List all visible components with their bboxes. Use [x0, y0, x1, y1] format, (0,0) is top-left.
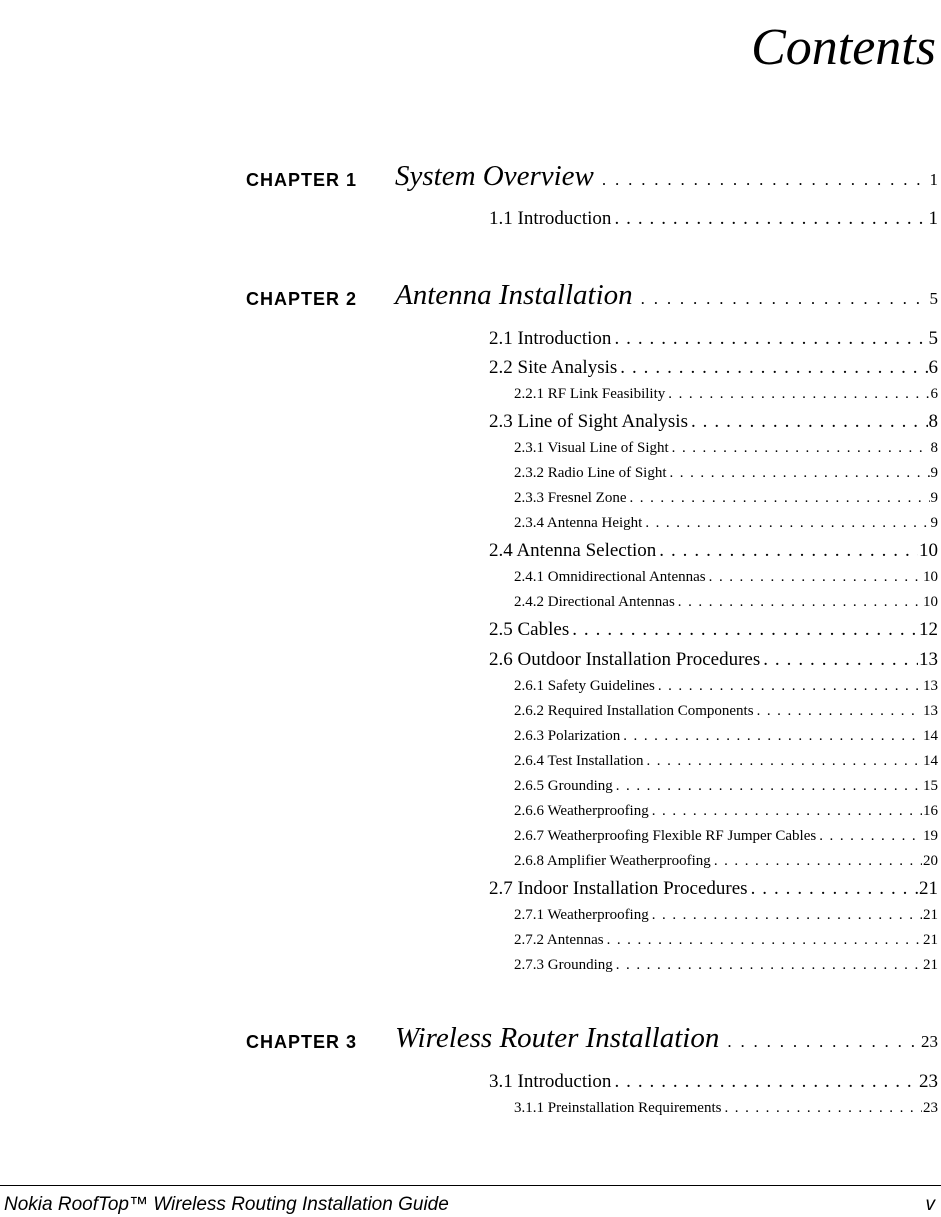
toc-subsection-title[interactable]: 2.6.5 Grounding — [514, 778, 613, 794]
toc-subsection[interactable] — [514, 853, 938, 870]
page-number: 15 — [923, 778, 938, 794]
dot-leader — [620, 357, 927, 379]
page-number: 5 — [928, 328, 938, 349]
chapter-heading[interactable] — [395, 160, 938, 193]
chapter-heading[interactable] — [395, 1022, 938, 1055]
page-title: Contents — [751, 19, 936, 76]
dot-leader — [672, 440, 930, 457]
toc-subsection[interactable] — [514, 957, 938, 974]
dot-leader — [652, 803, 922, 820]
toc-subsection[interactable] — [514, 907, 938, 924]
toc-subsection[interactable] — [514, 440, 938, 457]
toc-section[interactable] — [489, 1071, 938, 1093]
toc-subsection[interactable] — [514, 678, 938, 695]
chapter-label: CHAPTER 2 — [246, 289, 358, 309]
toc-subsection[interactable] — [514, 728, 938, 745]
page-number: 13 — [919, 649, 938, 670]
page-number: 8 — [928, 411, 938, 432]
dot-leader — [757, 703, 922, 720]
toc-subsection[interactable] — [514, 515, 938, 532]
toc-subsection[interactable] — [514, 386, 938, 403]
dot-leader — [616, 778, 922, 795]
toc-subsection[interactable] — [514, 932, 938, 949]
page-number: 6 — [928, 357, 938, 378]
toc-section[interactable] — [489, 208, 938, 230]
footer-rule — [0, 1185, 941, 1186]
toc-subsection-title[interactable]: 2.6.8 Amplifier Weatherproofing — [514, 853, 711, 869]
toc-subsection-title[interactable]: 2.3.3 Fresnel Zone — [514, 490, 627, 506]
toc-section-title[interactable]: 2.4 Antenna Selection — [489, 540, 657, 561]
toc-section-title[interactable]: 3.1 Introduction — [489, 1071, 612, 1092]
dot-leader — [714, 853, 922, 870]
page-number: 1 — [928, 208, 938, 229]
chapter-title[interactable]: System Overview — [395, 160, 594, 192]
toc-section[interactable] — [489, 540, 938, 562]
page-number: 16 — [923, 803, 938, 819]
dot-leader — [691, 411, 928, 433]
page-number: 14 — [923, 753, 938, 769]
toc-subsection[interactable] — [514, 703, 938, 720]
toc-subsection[interactable] — [514, 569, 938, 586]
page-number: 21 — [923, 957, 938, 973]
toc-subsection-title[interactable]: 2.3.1 Visual Line of Sight — [514, 440, 669, 456]
toc-section[interactable] — [489, 357, 938, 379]
page-number: 12 — [919, 619, 938, 640]
page-number: 1 — [929, 170, 938, 189]
page-number: 20 — [923, 853, 938, 869]
page-number: 9 — [930, 515, 938, 531]
chapter-label: CHAPTER 3 — [246, 1032, 358, 1052]
toc-subsection-title[interactable]: 2.6.7 Weatherproofing Flexible RF Jumper Cables — [514, 828, 817, 844]
toc-subsection-title[interactable]: 2.6.1 Safety Guidelines — [514, 678, 655, 694]
page-number: 19 — [923, 828, 938, 844]
dot-leader — [727, 1032, 919, 1052]
toc-subsection[interactable] — [514, 1100, 938, 1117]
toc-subsection-title[interactable]: 2.6.2 Required Installation Components — [514, 703, 754, 719]
page-number: 23 — [919, 1071, 938, 1092]
toc-subsection[interactable] — [514, 594, 938, 611]
dot-leader — [670, 465, 930, 482]
toc-subsection-title[interactable]: 2.2.1 RF Link Feasibility — [514, 386, 666, 402]
toc-section[interactable] — [489, 619, 938, 641]
footer-page-number: v — [925, 1194, 935, 1215]
dot-leader — [629, 490, 929, 507]
toc-subsection-title[interactable]: 2.6.3 Polarization — [514, 728, 621, 744]
toc-subsection-title[interactable]: 2.4.2 Directional Antennas — [514, 594, 675, 610]
toc-subsection[interactable] — [514, 828, 938, 845]
page-number: 8 — [930, 440, 938, 456]
toc-subsection-title[interactable]: 2.7.1 Weatherproofing — [514, 907, 649, 923]
dot-leader — [751, 878, 918, 900]
toc-subsection-title[interactable]: 2.6.4 Test Installation — [514, 753, 644, 769]
toc-subsection[interactable] — [514, 803, 938, 820]
toc-subsection-title[interactable]: 3.1.1 Preinstallation Requirements — [514, 1100, 722, 1116]
toc-section-title[interactable]: 2.6 Outdoor Installation Procedures — [489, 649, 761, 670]
page-number: 21 — [923, 907, 938, 923]
toc-subsection-title[interactable]: 2.7.3 Grounding — [514, 957, 613, 973]
toc-subsection-title[interactable]: 2.4.1 Omnidirectional Antennas — [514, 569, 706, 585]
toc-subsection[interactable] — [514, 753, 938, 770]
chapter-title[interactable]: Wireless Router Installation — [395, 1022, 720, 1054]
toc-section[interactable] — [489, 649, 938, 671]
dot-leader — [607, 932, 922, 949]
dot-leader — [572, 619, 918, 641]
toc-subsection-title[interactable]: 2.7.2 Antennas — [514, 932, 604, 948]
toc-subsection[interactable] — [514, 778, 938, 795]
dot-leader — [602, 170, 928, 190]
toc-section-title[interactable]: 2.3 Line of Sight Analysis — [489, 411, 688, 432]
page-number: 9 — [930, 490, 938, 506]
page-number: 13 — [923, 703, 938, 719]
toc-subsection[interactable] — [514, 490, 938, 507]
page-number: 5 — [929, 289, 938, 308]
toc-section[interactable] — [489, 878, 938, 900]
dot-leader — [623, 728, 922, 745]
page-number: 6 — [930, 386, 938, 402]
toc-section-title[interactable]: 2.1 Introduction — [489, 328, 612, 349]
chapter-label: CHAPTER 1 — [246, 170, 358, 190]
dot-leader — [645, 515, 929, 532]
dot-leader — [819, 828, 922, 845]
footer-guide-title: Nokia RoofTop™ Wireless Routing Installation Guide — [4, 1194, 449, 1215]
toc-section-title[interactable]: 1.1 Introduction — [489, 208, 612, 229]
page-number: 14 — [923, 728, 938, 744]
page-number: 10 — [923, 594, 938, 610]
dot-leader — [652, 907, 922, 924]
page-number: 21 — [923, 932, 938, 948]
dot-leader — [616, 957, 922, 974]
page-number: 23 — [921, 1032, 938, 1051]
page-number: 21 — [919, 878, 938, 899]
toc-subsection-title[interactable]: 2.6.6 Weatherproofing — [514, 803, 649, 819]
toc-section[interactable] — [489, 328, 938, 350]
dot-leader — [709, 569, 922, 586]
dot-leader — [658, 678, 922, 695]
page-number: 10 — [919, 540, 938, 561]
toc-section[interactable] — [489, 411, 938, 433]
dot-leader — [614, 208, 927, 230]
toc-subsection[interactable] — [514, 465, 938, 482]
page-number: 10 — [923, 569, 938, 585]
chapter-title[interactable]: Antenna Installation — [395, 279, 633, 311]
dot-leader — [641, 289, 928, 309]
toc-subsection-title[interactable]: 2.3.2 Radio Line of Sight — [514, 465, 667, 481]
dot-leader — [678, 594, 922, 611]
dot-leader — [724, 1100, 922, 1117]
toc-subsection-title[interactable]: 2.3.4 Antenna Height — [514, 515, 643, 531]
dot-leader — [668, 386, 929, 403]
dot-leader — [659, 540, 918, 562]
page-number: 9 — [930, 465, 938, 481]
toc-section-title[interactable]: 2.2 Site Analysis — [489, 357, 618, 378]
page-number: 23 — [923, 1100, 938, 1116]
page-number: 13 — [923, 678, 938, 694]
dot-leader — [614, 328, 927, 350]
dot-leader — [647, 753, 923, 770]
chapter-heading[interactable] — [395, 279, 938, 312]
dot-leader — [763, 649, 918, 671]
dot-leader — [614, 1071, 918, 1093]
toc-section-title[interactable]: 2.5 Cables — [489, 619, 570, 640]
toc-section-title[interactable]: 2.7 Indoor Installation Procedures — [489, 878, 748, 899]
